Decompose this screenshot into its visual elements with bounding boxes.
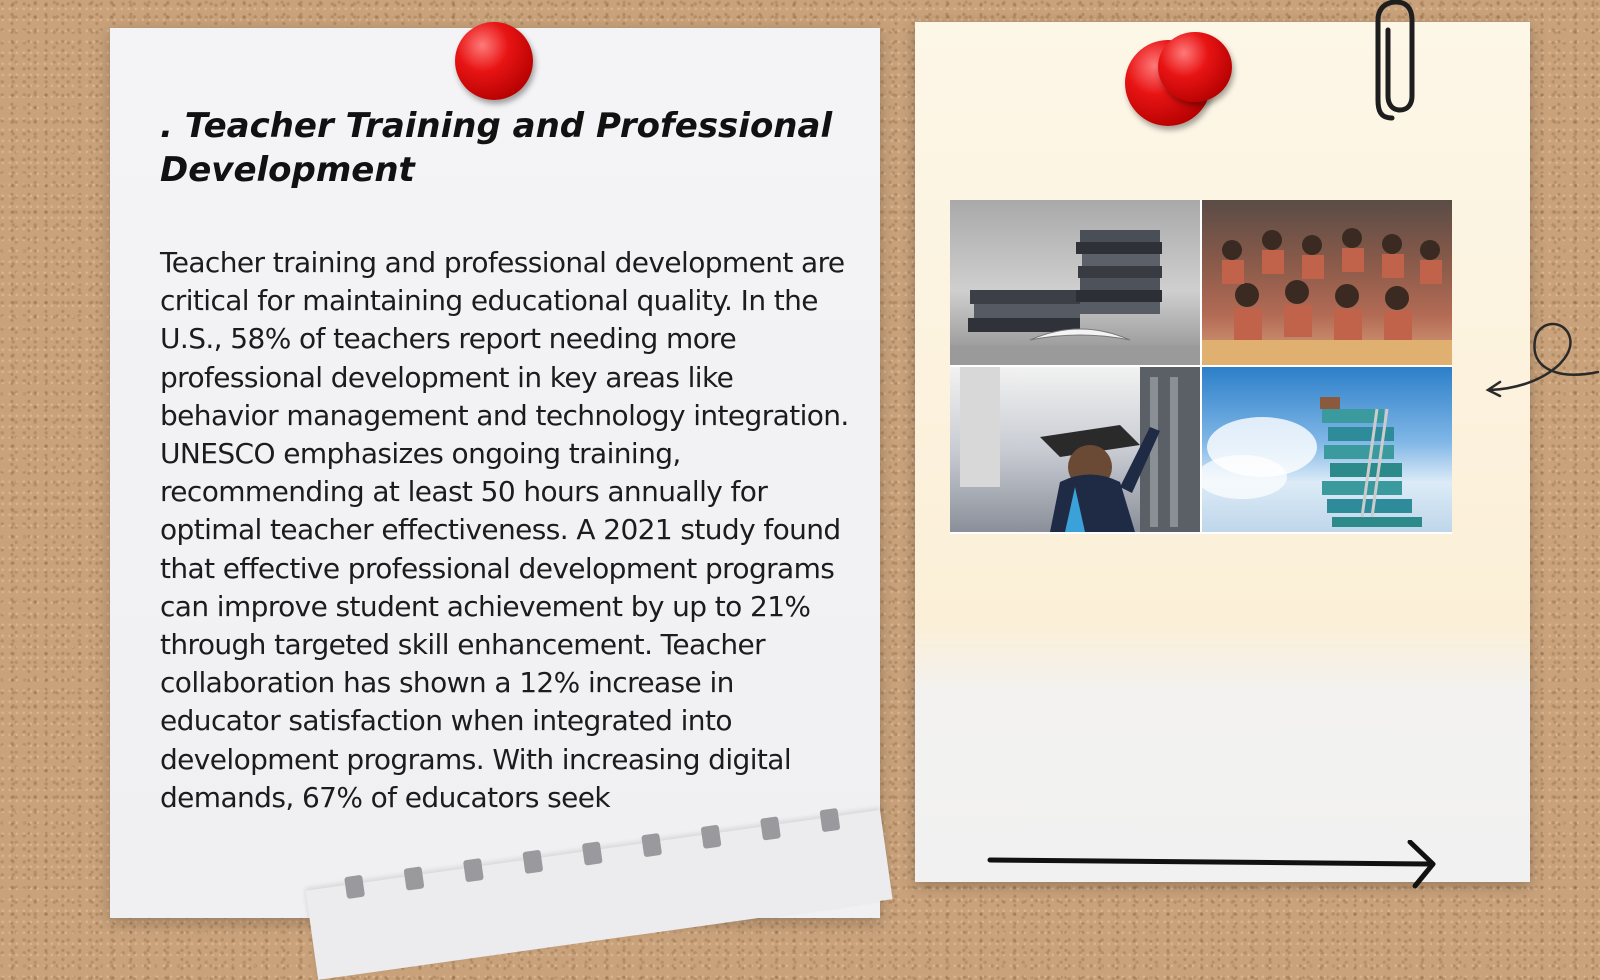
classroom-students-photo xyxy=(1202,200,1452,365)
book-staircase-sky-photo xyxy=(1202,367,1452,532)
tape-hole-icon xyxy=(522,850,543,874)
students-illustration-icon xyxy=(1202,200,1452,365)
tape-hole-icon xyxy=(404,866,425,890)
graduate-illustration-icon xyxy=(950,367,1200,532)
tape-hole-icon xyxy=(760,816,781,840)
paperclip-icon xyxy=(1370,0,1430,130)
tape-hole-icon xyxy=(641,833,662,857)
slide-title: . Teacher Training and Professional Development xyxy=(160,106,833,190)
right-arrow-icon xyxy=(985,840,1445,890)
photo-collage xyxy=(950,200,1452,534)
book-staircase-illustration-icon xyxy=(1202,367,1452,532)
push-pin-icon xyxy=(1158,32,1232,102)
tape-hole-icon xyxy=(582,841,603,865)
graduate-student-photo xyxy=(950,367,1200,532)
slide-body-text: Teacher training and professional development are critical for maintaining educational quality. In the U.S., 58% of teachers report needing more professional development in key areas like behavior management and technology integration. UNESCO emphasizes ongoing training, recommending at least 50 hours annually for optimal teacher effectiveness. A 2021 study found that effective professional development programs can improve student achievement by up to 21% through targeted skill enhancement. Teacher collaboration has shown a 12% increase in educator satisfaction when integrated into development programs. With increasing digital demands, 67% of educators seek xyxy=(160,246,849,814)
curly-arrow-doodle-icon xyxy=(1480,310,1600,410)
push-pin-icon xyxy=(455,22,533,100)
tape-hole-icon xyxy=(463,858,484,882)
tape-hole-icon xyxy=(701,825,722,849)
stacked-books-photo xyxy=(950,200,1200,365)
tape-hole-icon xyxy=(344,875,365,899)
books-illustration-icon xyxy=(950,200,1200,365)
